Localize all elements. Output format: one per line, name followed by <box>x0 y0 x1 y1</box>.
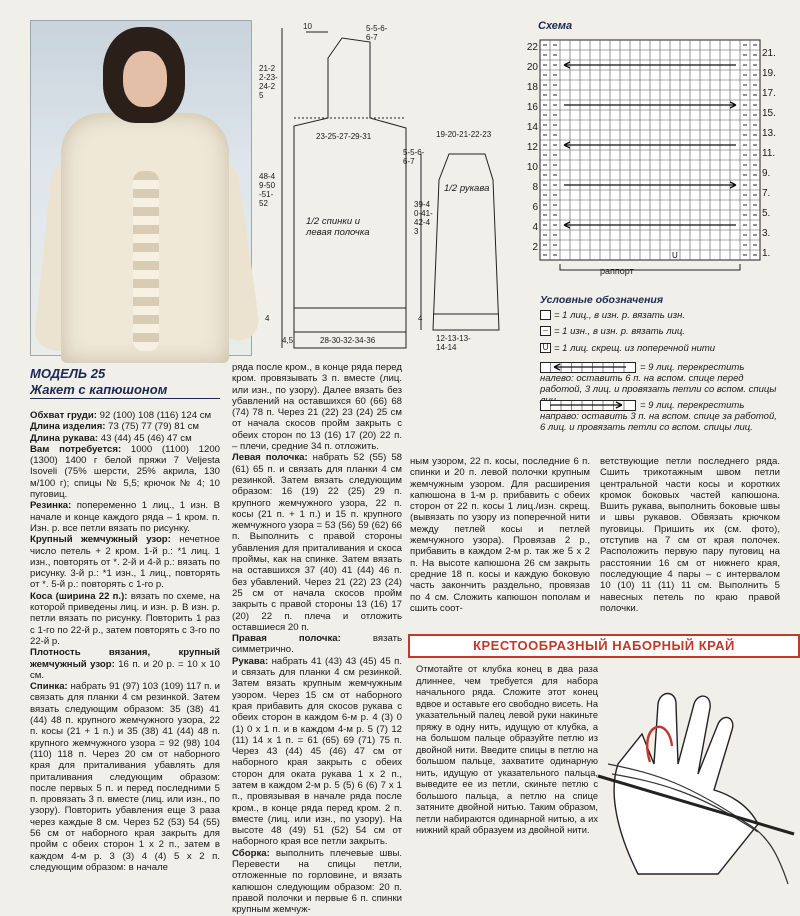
legend-twisted: U = 1 лиц. скрещ. из поперечной нити <box>540 343 715 354</box>
instructions-column-2 <box>232 362 403 916</box>
twisted-symbol: U <box>540 343 551 353</box>
row-number: 10 <box>526 162 538 173</box>
legend-purl: – = 1 изн., в изн. р. вязать лиц. <box>540 326 685 337</box>
cable-chart <box>520 34 782 284</box>
row-number: 20 <box>526 62 538 73</box>
sleeve-bottom-label: 12-13-13-14-14 <box>436 334 471 352</box>
rib-height-label: 4 <box>265 314 270 323</box>
legend-title: Условные обозначения <box>540 294 664 306</box>
intro-paragraph <box>30 534 220 590</box>
paragraph-heading: Длина рукава: <box>30 432 99 444</box>
paragraph-heading: Резинка: <box>30 500 72 512</box>
intro-paragraph <box>30 681 220 873</box>
cast-on-text: Отмотайте от клубка конец в два раза длиннее, чем требуется для набора начального ряда. Сложите этот конец вдвое и оставьте его свободно висеть. На указательный палец левой руки накиньте пряжу в одну нить, идущую от клубка, а на большом пальце образуйте петлю из двойной нити. Введите спицы в петлю на большом пальце, захватите одинарную нить, идущую от указательного пальца, выведите ее из петли, скиньте петлю с большого пальца, а петлю на спице затяните двойной нитью. Таким образом, петли набираются одинарной нитью, а их нижний край образуем из двойной нити. <box>416 664 598 835</box>
row-number: 15. <box>762 108 776 119</box>
instructions-column-1 <box>30 410 220 896</box>
pattern-title: Схема <box>538 20 573 32</box>
row-number: 12 <box>526 142 538 153</box>
edge-label: 4,5 <box>282 336 294 345</box>
paragraph-heading: Вам потребуется: <box>30 443 122 455</box>
intro-paragraph <box>30 647 220 681</box>
row-number: 14 <box>526 122 538 133</box>
intro-paragraph <box>30 421 220 432</box>
paragraph-body: нечетное число петель + 2 кром. 1-й р.: *1 лиц. 1 изн., повторять от *. 2-й и 4-й р.: вязать по рисунку. 3-й р.: *1 изн., 1 лиц., повторять от *. 5-й р.: повторять с 1-го р. <box>30 534 221 591</box>
paragraph-body: набрать 52 (55) 58 (61) 65 п. и связать для планки 4 см резинкой. Затем вязать следующим образом: 16 (19) 22 (25) 29 п. крупного жемчужного узора, 22 п. косы (21 п. + 1 п.) и 15 п. крупного жемчужного узора = 53 (56) 59 (62) 66 п. Выполнить с правой стороны убавления для приталивания и скоса проймы, как на спинке. Затем вязать на оставшихся 37 (40) 41 (44) 46 п. без убавлений. Через 21 (22) 23 (24) 25 см от начала скосов пройм закрыть с правой стороны 13 (16) 17 (20) 22 п. плеча и отложить оставшиеся 20 п. <box>232 452 402 633</box>
paragraph-body: 43 (44) 45 (46) 47 см <box>98 432 192 444</box>
cross-left-text: = 9 лиц. перекрестить налево: оставить 6 п. на вспом. спице перед работой, 3 лиц. и провязать петли со вспом. спицы <box>540 362 777 395</box>
row-number: 4 <box>532 222 538 233</box>
paragraph-heading: Плотность вязания, крупный жемчужный узор: <box>30 647 220 670</box>
row-number: 6 <box>532 202 538 213</box>
row-number: 5. <box>762 208 771 219</box>
paragraph-body: набрать 41 (43) 43 (45) 45 п. и связать для планки 4 см резинкой. Затем вязать крупным жемчужным узором. Через 15 см от наборного края прибавить для скосов рукава с обеих сторон в каждом 6-м р. 4 (3) 0 (1) 0 х 1 п. и в каждом 4-м р. 5 (7) 12 (11) 14 х 1 п. = 61 (65) 69 (71) 75 п. Через 43 (44) 45 (46) 47 см от наборного края закрыть с обеих сторон для оката рукава 1 х 2 п., затем в каждом 2-м р. 5 (5) 6 (6) 7 х 1 п., провязывая в начале ряда после кром., в конце ряда перед кром. 2 п. вместе (лиц. или изн., по узору). На высоте 48 (49) 51 (52) 54 см от наборного края все петли закрыть. <box>232 655 402 848</box>
instructions-column-3: ным узором, 22 п. косы, последние 6 п. спинки и 20 п. левой полочки крупным жемчужным узором. Для расширения капюшона в 1-м р. прибавить с обеих сторон от 22 п. косы 1 лиц./изн. скрещ. (вывязать по узору из поперечной нити между петлей косы и петлей жемчужного узора). Провязав 2 р., прибавить в каждом 2-м р. так же 5 х 2 п. На высоте капюшона 26 см закрыть средние 18 п. косы и каждую боковую часть закончить раздельно, провязав по 4 см. Сложить капюшон пополам и сшить соот- <box>410 456 590 614</box>
model-number: МОДЕЛЬ 25 <box>30 366 106 381</box>
legend-knit: = 1 лиц., в изн. р. вязать изн. <box>540 310 685 321</box>
body-piece-label: 1/2 спинки и левая полочка <box>306 216 370 238</box>
paragraph-heading: Обхват груди: <box>30 410 97 421</box>
paragraph-body: набрать 91 (97) 103 (109) 117 п. и связать для планки 4 см резинкой. Затем вязать следующим образом: 35 (38) 41 (44) 48 п. крупного жемчужного узора, 22 п. косы (21 + 1 п.) и 35 (38) 41 (44) 48 п. крупного жемчужного узора = 92 (98) 104 (110) 118 п. Через 20 см от наборного края для приталивания убавлять для приталивания следующим образом: после первых 5 п. и перед последними 5 п. провязать 3 п. вместе (лиц. или изн., по узору). Повторить убавления еще 3 раза через каждые 8 см. Через 52 (53) 54 (55) 56 см от наборного края закрыть для пройм с обеих сторон 1 х 2 п., затем в каждом 4-м р. 3 (3) 4 (4) 5 х 2 п. следующим образом: в начале <box>30 681 220 873</box>
row-number: 8 <box>532 182 538 193</box>
row-number: 22 <box>526 42 538 53</box>
purl-symbol: – <box>540 326 551 336</box>
chart-row-numbers-right <box>760 44 788 264</box>
paragraph-body: 1000 (1100) 1200 (1300) 1400 г белой пряжи 7 Veljesta Isoveli (75% шерсти, 25% акрила, 130 м/100 г); спицы № 5,5; крючок № 4; 10 пуговиц. <box>30 443 220 501</box>
paragraph-body: 73 (75) 77 (79) 81 см <box>105 421 200 433</box>
instructions-column-4: ветствующие петли последнего ряда. Сшить трикотажным швом петли центральной части косы и коротких кромок боковых частей капюшона. Вшить рукава, выполнить боковые швы и швы рукавов. Обвязать крючком пуговицы. Пришить их (см. фото), отступив на 7 см от края полочек. Расположить первую пару пуговиц на расстоянии 16 см от нижнего края, последующие 4 пары – с интервалом 10 (10) 11 (11) 11 см. Выполнить 5 навесных петель по краю правой полочки. <box>600 456 780 614</box>
cross-right-text: = 9 лиц. перекрестить направо: оставить 3 п. на вспом. спице за работой, 6 лиц. и провязать петли со вспом. спицы лиц. <box>540 400 777 433</box>
sleeve-rib-label: 4 <box>418 314 423 323</box>
paragraph-body: 16 п. и 20 р. = 10 х 10 см. <box>30 658 220 681</box>
paragraph-heading: Длина изделия: <box>30 421 106 433</box>
repeat-label: раппорт <box>600 266 634 276</box>
row-number: 16 <box>526 102 538 113</box>
row-number: 3. <box>762 228 771 239</box>
intro-paragraph <box>30 591 220 647</box>
row-number: 19. <box>762 68 776 79</box>
intro-paragraph <box>30 444 220 500</box>
hand-shape <box>614 694 758 875</box>
hand-illustration <box>598 664 794 892</box>
intro-paragraph <box>30 410 220 421</box>
row-number: 21. <box>762 48 776 59</box>
paragraph-heading: Коса (ширина 22 п.): <box>30 590 128 602</box>
paragraph-heading: Рукава: <box>232 655 269 667</box>
sleeve-length-label: 39-40-41-42-43 <box>414 200 433 236</box>
chart-row-numbers-left <box>520 38 540 258</box>
model-photo <box>30 20 252 356</box>
paragraph-heading: Правая полочка: <box>232 633 341 645</box>
header-divider <box>30 398 220 399</box>
side-length-label: 48-49-50-51-52 <box>259 172 276 208</box>
sleeve-top-label: 19-20-21-22-23 <box>436 130 492 139</box>
sleeve-outline <box>433 154 499 330</box>
paragraph-body: вязать симметрично. <box>232 633 403 656</box>
row-number: 17. <box>762 88 776 99</box>
sleeve-piece-label: 1/2 рукава <box>444 183 490 194</box>
repeat-bracket <box>560 264 740 270</box>
assembly-paragraph <box>232 362 402 452</box>
row-number: 11. <box>762 148 776 159</box>
intro-paragraph <box>30 500 220 534</box>
model-name: Жакет с капюшоном <box>30 382 168 397</box>
twisted-stitch-mark: U <box>672 251 678 260</box>
paragraph-body: ряда после кром., в конце ряда перед кром. провязывать 3 п. вместе (лиц. или изн., по узору). Далее вязать без убавлений на оставшихся 60 (66) 68 (74) 78 п. Через 21 (22) 23 (24) 25 см от начала скосов пройм закрыть с обеих сторон по 13 (16) 17 (20) 22 п. – плечи, средние 34 п. отложить. <box>232 362 402 453</box>
paragraph-body: попеременно 1 лиц., 1 изн. В начале и конце каждого ряда – 1 кром. п. Изн. р. все петли вязать по рисунку. <box>30 500 220 534</box>
assembly-paragraph <box>232 633 402 656</box>
row-number: 2 <box>532 242 538 253</box>
paragraph-heading: Спинка: <box>30 681 68 693</box>
paragraph-heading: Сборка: <box>232 847 270 859</box>
body-outline <box>294 38 406 348</box>
assembly-paragraph <box>232 452 402 633</box>
row-number: 9. <box>762 168 771 179</box>
row-number: 7. <box>762 188 771 199</box>
sleeve-cap-label: 5-5-6-6-7 <box>403 148 425 166</box>
neck-depth-label: 5-5-6-6-7 <box>366 24 388 42</box>
row-number: 13. <box>762 128 776 139</box>
paragraph-heading: Левая полочка: <box>232 452 308 464</box>
armhole-label: 21-22-23-24-25 <box>259 64 278 100</box>
intro-paragraph <box>30 433 220 444</box>
assembly-paragraph <box>232 848 402 916</box>
paragraph-body: выполнить плечевые швы. Перевести на спицы петли, отложенные по горловине, и вязать капюшон следующим образом: 20 п. правой полочки и первые 6 п. спинки крупным жемчуж- <box>232 847 402 916</box>
paragraph-body: вязать по схеме, на которой приведены лиц. и изн. р. В изн. р. петли вязать по рисунку. Повторить 1 раз с 1-го по 22-й р., затем повторять с 3-го по 22-й р. <box>30 590 220 647</box>
assembly-paragraph <box>232 656 402 848</box>
bottom-width-label: 28-30-32-34-36 <box>320 336 376 345</box>
paragraph-body: 92 (100) 108 (116) 124 см <box>96 410 212 421</box>
shoulder-width-label: 23-25-27-29-31 <box>316 132 372 141</box>
cast-on-title: КРЕСТООБРАЗНЫЙ НАБОРНЫЙ КРАЙ <box>408 634 800 658</box>
paragraph-heading: Крупный жемчужный узор: <box>30 534 171 546</box>
knit-symbol <box>540 310 551 320</box>
row-number: 18 <box>526 82 538 93</box>
row-number: 1. <box>762 248 771 259</box>
neck-width-label: 10 <box>303 22 312 31</box>
